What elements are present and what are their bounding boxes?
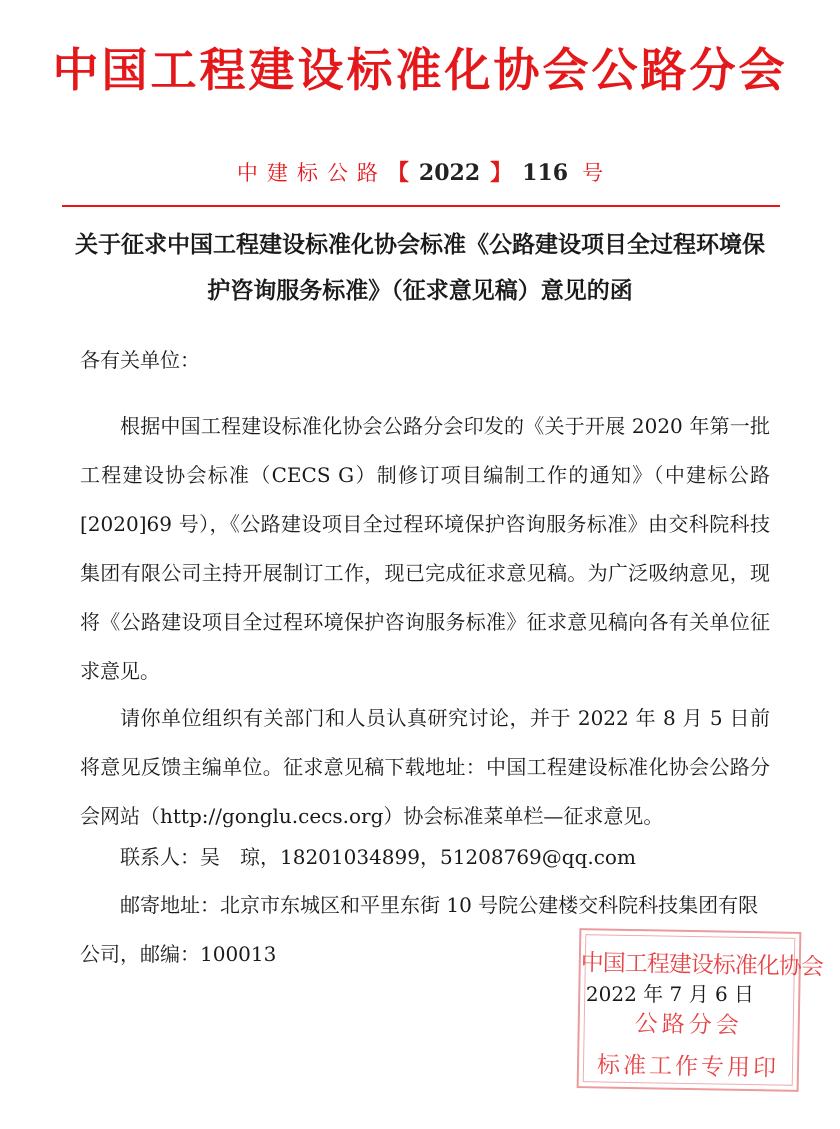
addressee: 各有关单位： [80,348,200,372]
organization-header: 中国工程建设标准化协会公路分会 [52,43,788,97]
stamp-line-2: 公路分会 [634,1011,743,1039]
bracket-close: 】 [490,160,513,186]
official-seal-stamp [577,928,823,1092]
document-title: 关于征求中国工程建设标准化协会标准《公路建设项目全过程环境保护咨询服务标准》（征求意见稿）意见的函 [75,232,765,304]
doc-suffix: 号 [582,161,604,185]
doc-year: 2022 [418,160,481,186]
red-divider-line [62,205,780,207]
paragraph-2: 请你单位组织有关部门和人员认真研究讨论，并于 2022 年 8 月 5 日前将意见反馈主编单位。征求意见稿下载地址：中国工程建设标准化协会公路分会网站（http://gonglu.cecs.org）协会标准菜单栏—征求意见。 [80,706,770,828]
bracket-open: 【 [386,160,409,186]
issue-date: 2022 年 7 月 6 日 [585,982,755,1006]
contact-line: 联系人：吴 琼，18201034899，51208769@qq.com [120,845,636,869]
paragraph-1: 根据中国工程建设标准化协会公路分会印发的《关于开展 2020 年第一批工程建设协会标准（CECS G）制修订项目编制工作的通知》（中建标公路[2020]69 号），《公路建设项目全过程环境保护咨询服务标准》由交科院科技集团有限公司主持开展制订工作，现已完成征求意见稿。为广泛吸纳意见，现将《公路建设项目全过程环境保护咨询服务标准》征求意见稿向各有关单位征求意见。 [80,414,770,683]
doc-prefix: 中建标公路 [236,161,387,185]
document-number [0,156,840,187]
doc-num: 116 [522,160,569,186]
stamp-line-1: 中国工程建设标准化协会 [580,950,823,981]
stamp-line-3: 标准工作专用印 [596,1052,780,1082]
mailing-address: 邮寄地址：北京市东城区和平里东街 10 号院公建楼交科院科技集团有限公司，邮编：100013 [80,893,759,966]
